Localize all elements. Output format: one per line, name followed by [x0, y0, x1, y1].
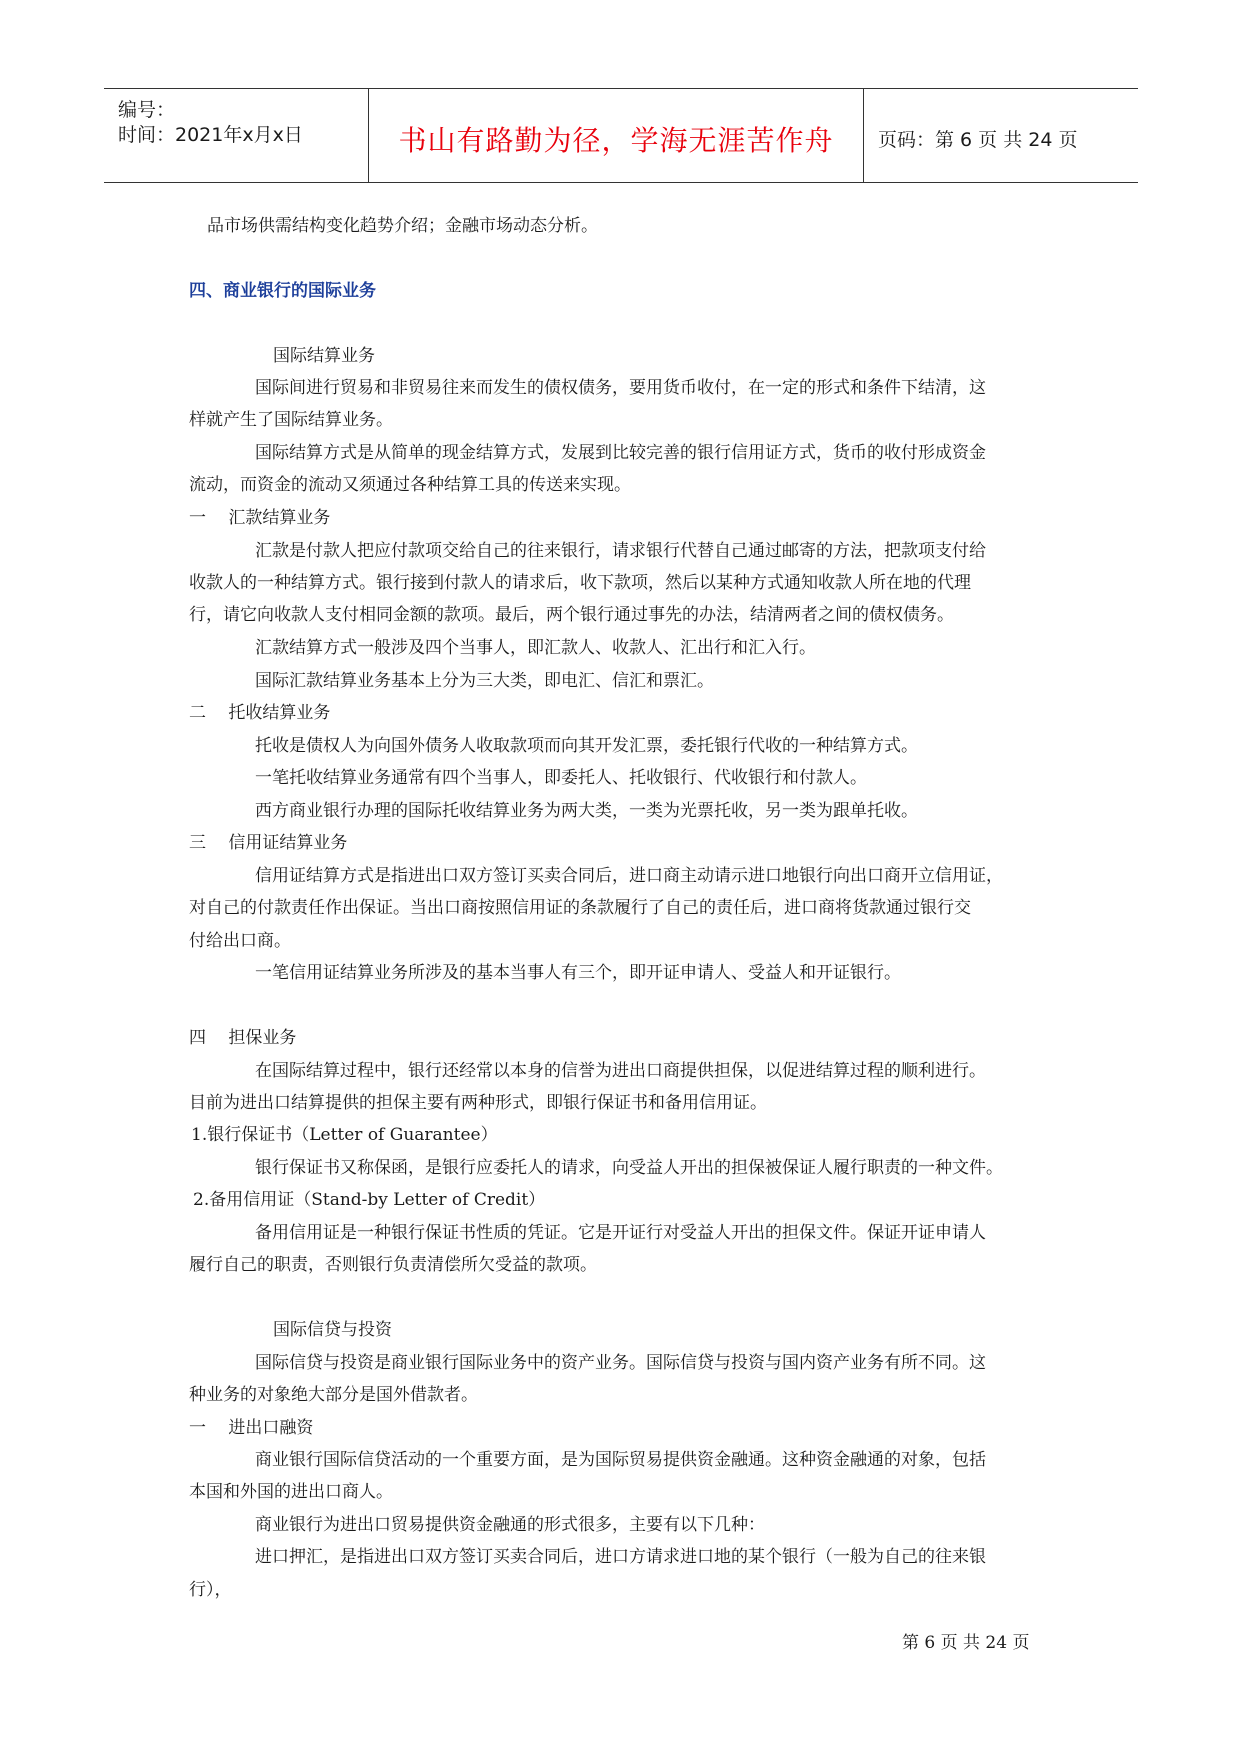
body-line: 商业银行国际信贷活动的一个重要方面，是为国际贸易提供资金融通。这种资金融通的对象，包括 [255, 1450, 986, 1470]
document-number-label: 编号： [118, 99, 176, 121]
page-header [104, 88, 1138, 183]
body-line: 商业银行为进出口贸易提供资金融通的形式很多，主要有以下几种： [255, 1515, 765, 1535]
header-page-number: 页码：第 6 页 共 24 页 [878, 129, 1078, 151]
body-line: 汇款结算方式一般涉及四个当事人，即汇款人、收款人、汇出行和汇入行。 [255, 638, 816, 658]
item-heading: 一 汇款结算业务 [189, 508, 331, 528]
body-line: 付给出口商。 [189, 931, 291, 951]
body-line: 履行自己的职责，否则银行负责清偿所欠受益的款项。 [189, 1255, 597, 1275]
body-line: 国际汇款结算业务基本上分为三大类，即电汇、信汇和票汇。 [255, 671, 714, 691]
subsection-heading: 国际信贷与投资 [273, 1320, 392, 1340]
body-line: 银行保证书又称保函，是银行应委托人的请求，向受益人开出的担保被保证人履行职责的一种文件。 [255, 1158, 1003, 1178]
item-heading: 1.银行保证书（Letter of Guarantee） [191, 1125, 498, 1145]
body-line: 国际结算方式是从简单的现金结算方式，发展到比较完善的银行信用证方式，货币的收付形成资金 [255, 443, 986, 463]
header-page-cell [864, 89, 1138, 182]
body-line: 在国际结算过程中，银行还经常以本身的信誉为进出口商提供担保，以促进结算过程的顺利进行。 [255, 1061, 986, 1081]
item-heading: 二 托收结算业务 [189, 703, 331, 723]
body-line: 一笔信用证结算业务所涉及的基本当事人有三个，即开证申请人、受益人和开证银行。 [255, 963, 901, 983]
body-line: 托收是债权人为向国外债务人收取款项而向其开发汇票，委托银行代收的一种结算方式。 [255, 736, 918, 756]
body-line: 一笔托收结算业务通常有四个当事人，即委托人、托收银行、代收银行和付款人。 [255, 768, 867, 788]
header-info-cell [104, 89, 369, 182]
body-line: 行）， [189, 1580, 232, 1600]
item-heading: 2.备用信用证（Stand-by Letter of Credit） [193, 1190, 546, 1210]
body-line: 行，请它向收款人支付相同金额的款项。最后，两个银行通过事先的办法，结清两者之间的债权债务。 [189, 605, 954, 625]
subsection-heading: 国际结算业务 [273, 346, 375, 366]
header-motto-cell [369, 89, 864, 182]
page-footer: 第 6 页 共 24 页 [902, 1633, 1030, 1653]
body-line: 备用信用证是一种银行保证书性质的凭证。它是开证行对受益人开出的担保文件。保证开证申请人 [255, 1223, 986, 1243]
body-line: 国际间进行贸易和非贸易往来而发生的债权债务，要用货币收付，在一定的形式和条件下结清，这 [255, 378, 986, 398]
item-heading: 三 信用证结算业务 [189, 833, 348, 853]
item-heading: 四 担保业务 [189, 1028, 297, 1048]
body-line: 进口押汇，是指进出口双方签订买卖合同后，进口方请求进口地的某个银行（一般为自己的往来银 [255, 1547, 986, 1567]
body-line: 国际信贷与投资是商业银行国际业务中的资产业务。国际信贷与投资与国内资产业务有所不同。这 [255, 1353, 986, 1373]
item-heading: 一 进出口融资 [189, 1418, 314, 1438]
body-line: 目前为进出口结算提供的担保主要有两种形式，即银行保证书和备用信用证。 [189, 1093, 767, 1113]
body-line: 样就产生了国际结算业务。 [189, 410, 393, 430]
body-line: 本国和外国的进出口商人。 [189, 1482, 393, 1502]
document-time-label: 时间：2021年x月x日 [118, 124, 303, 146]
body-line: 汇款是付款人把应付款项交给自己的往来银行，请求银行代替自己通过邮寄的方法，把款项支付给 [255, 541, 986, 561]
body-line: 对自己的付款责任作出保证。当出口商按照信用证的条款履行了自己的责任后，进口商将货款通过银行交 [189, 898, 971, 918]
body-line: 种业务的对象绝大部分是国外借款者。 [189, 1385, 478, 1405]
body-line: 信用证结算方式是指进出口双方签订买卖合同后，进口商主动请示进口地银行向出口商开立信用证， [255, 866, 1003, 886]
section-heading: 四、商业银行的国际业务 [189, 281, 376, 301]
header-motto: 书山有路勤为径，学海无涯苦作舟 [398, 124, 834, 157]
body-line: 西方商业银行办理的国际托收结算业务为两大类，一类为光票托收，另一类为跟单托收。 [255, 801, 918, 821]
body-line: 流动，而资金的流动又须通过各种结算工具的传送来实现。 [189, 475, 631, 495]
body-line: 品市场供需结构变化趋势介绍；金融市场动态分析。 [207, 216, 598, 236]
body-line: 收款人的一种结算方式。银行接到付款人的请求后，收下款项，然后以某种方式通知收款人所在地的代理 [189, 573, 971, 593]
